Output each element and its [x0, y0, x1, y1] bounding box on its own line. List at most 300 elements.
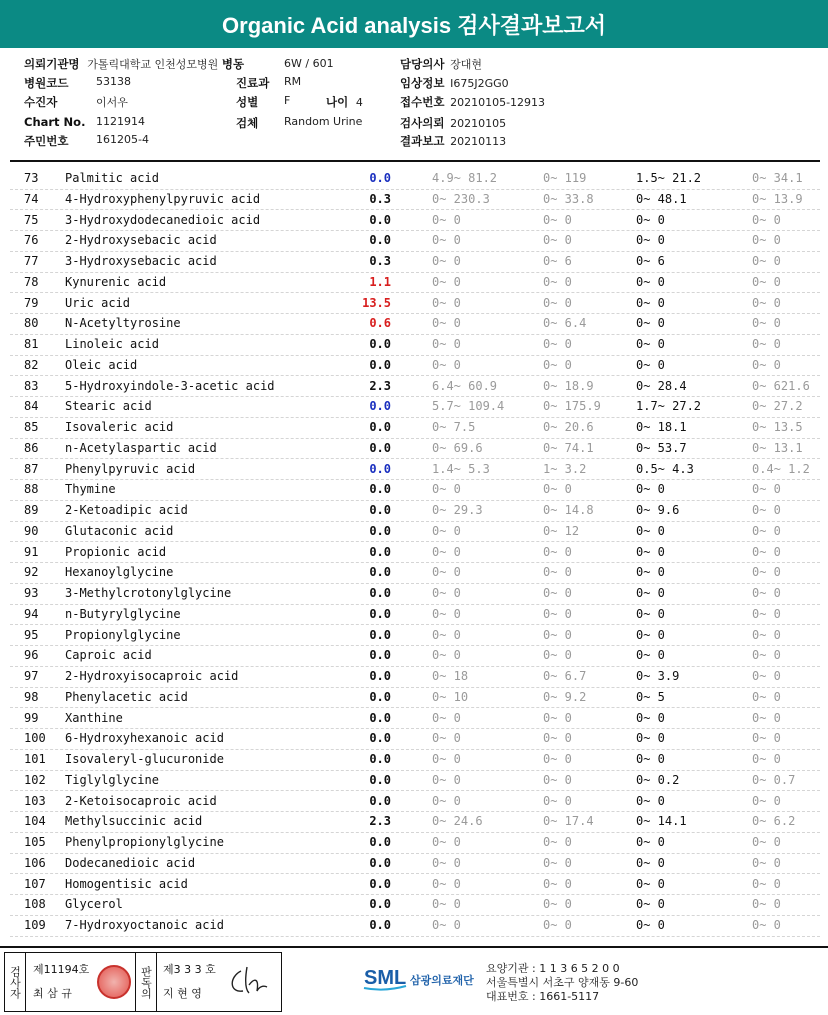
- reference-range-1: 0~ 0: [432, 835, 461, 849]
- reference-range-4: 0~ 0: [752, 648, 781, 663]
- table-row: [10, 728, 820, 750]
- reference-range-1: 0~ 0: [432, 752, 461, 766]
- reference-range-1: 0~ 0: [432, 606, 461, 621]
- reference-range-2: 0~ 0: [543, 544, 572, 559]
- analyte-name: 5-Hydroxyindole-3-acetic acid: [65, 378, 275, 393]
- table-row: [10, 272, 820, 294]
- reviewer-label: [135, 953, 157, 1011]
- reference-range-3: 0~ 9.6: [636, 503, 680, 517]
- analyte-name: Propionic acid: [65, 544, 167, 559]
- row-number: 103: [24, 793, 46, 808]
- reference-range-3: 0~ 28.4: [636, 378, 687, 393]
- reference-range-2: 0~ 0: [543, 482, 572, 497]
- analyte-name: 3-Hydroxysebacic acid: [65, 254, 217, 268]
- row-number: 105: [24, 835, 46, 849]
- result-value: 0.0: [369, 586, 391, 600]
- reference-range-4: 0~ 0: [752, 669, 781, 683]
- row-number: 95: [24, 627, 39, 642]
- reference-range-1: 0~ 0: [432, 648, 461, 663]
- reference-range-3: 0~ 0: [636, 793, 665, 808]
- reviewer-license: 제3 3 3 호: [163, 963, 216, 976]
- specimen-value: Random Urine: [284, 115, 363, 128]
- result-value: 0.0: [369, 544, 391, 559]
- reference-range-2: 1~ 3.2: [543, 461, 587, 476]
- sex-field: [236, 94, 291, 110]
- org-address: 서울특별시 서초구 양재동 9-60: [486, 976, 639, 989]
- row-number: 77: [24, 254, 39, 268]
- reference-range-1: 0~ 7.5: [432, 420, 476, 434]
- tester-license: 제11194호: [33, 963, 90, 976]
- reference-range-1: 0~ 29.3: [432, 503, 483, 517]
- sex-value: F: [284, 94, 291, 107]
- reference-range-4: 0~ 0: [752, 212, 781, 227]
- org-phone: 대표번호 : 1661-5117: [486, 990, 600, 1003]
- reference-range-1: 0~ 0: [432, 482, 461, 497]
- reference-range-2: 0~ 0: [543, 731, 572, 746]
- table-row: [10, 521, 820, 543]
- analyte-name: Linoleic acid: [65, 337, 159, 351]
- resident-no-label: 주민번호: [24, 134, 69, 148]
- result-value: 0.0: [369, 503, 391, 517]
- hospital-code-field: [24, 75, 131, 91]
- reference-range-4: 0~ 0: [752, 544, 781, 559]
- reference-range-1: 0~ 0: [432, 772, 461, 787]
- result-value: 0.0: [369, 233, 391, 248]
- reference-range-3: 0~ 53.7: [636, 440, 687, 455]
- row-number: 74: [24, 191, 39, 206]
- reference-range-2: 0~ 0: [543, 876, 572, 891]
- analyte-name: Glycerol: [65, 897, 123, 912]
- reference-range-4: 0~ 6.2: [752, 814, 796, 829]
- reference-range-2: 0~ 119: [543, 171, 587, 185]
- reference-range-3: 0~ 18.1: [636, 420, 687, 434]
- report-date-value: 20210113: [450, 135, 507, 148]
- reference-range-1: 0~ 24.6: [432, 814, 483, 829]
- reference-range-1: 4.9~ 81.2: [432, 171, 498, 185]
- reference-range-2: 0~ 175.9: [543, 399, 601, 414]
- reference-range-4: 0~ 0: [752, 503, 781, 517]
- analyte-name: Oleic acid: [65, 357, 138, 372]
- reference-range-1: 0~ 0: [432, 357, 461, 372]
- reference-range-4: 0~ 0: [752, 254, 781, 268]
- reference-range-2: 0~ 0: [543, 855, 572, 870]
- table-row: [10, 542, 820, 564]
- reference-range-3: 0~ 0: [636, 274, 665, 289]
- result-value: 0.0: [369, 627, 391, 642]
- reference-range-1: 0~ 0: [432, 316, 461, 331]
- reference-range-1: 0~ 230.3: [432, 191, 490, 206]
- department-value: RM: [284, 75, 302, 88]
- result-value: 0.0: [369, 835, 391, 849]
- institution-field: [24, 56, 244, 72]
- result-value: 0.3: [369, 254, 391, 268]
- patient-label: 수진자: [24, 95, 58, 109]
- resident-no-field: [24, 133, 149, 149]
- analyte-name: Caproic acid: [65, 648, 152, 663]
- hospital-code-label: 병원코드: [24, 76, 69, 90]
- table-row: [10, 666, 820, 688]
- row-number: 89: [24, 503, 39, 517]
- table-row: [10, 625, 820, 647]
- reference-range-4: 0~ 0: [752, 752, 781, 766]
- table-row: [10, 708, 820, 730]
- result-value: 0.0: [369, 212, 391, 227]
- reference-range-1: 0~ 0: [432, 274, 461, 289]
- analyte-name: 6-Hydroxyhexanoic acid: [65, 731, 224, 746]
- reference-range-3: 0~ 0: [636, 835, 665, 849]
- reference-range-2: 0~ 0: [543, 337, 572, 351]
- analyte-name: n-Butyrylglycine: [65, 606, 181, 621]
- reference-range-1: 0~ 0: [432, 731, 461, 746]
- reference-range-2: 0~ 74.1: [543, 440, 594, 455]
- table-row: [10, 438, 820, 460]
- result-value: 0.0: [369, 752, 391, 766]
- doctor-value: 장대현: [450, 58, 482, 71]
- table-row: [10, 293, 820, 315]
- reference-range-4: 0~ 0: [752, 482, 781, 497]
- analyte-name: 2-Ketoisocaproic acid: [65, 793, 217, 808]
- row-number: 73: [24, 171, 39, 185]
- age-field: [326, 94, 363, 110]
- result-value: 0.0: [369, 710, 391, 725]
- result-value: 0.0: [369, 918, 391, 932]
- signature-icon: [225, 963, 271, 999]
- tester-label: [5, 953, 26, 1011]
- reference-range-4: 0~ 0: [752, 689, 781, 704]
- reference-range-3: 0~ 0: [636, 482, 665, 497]
- reference-range-4: 0~ 13.9: [752, 191, 803, 206]
- reference-range-4: 0~ 0: [752, 897, 781, 912]
- tester-seal-icon: [97, 965, 131, 999]
- result-value: 0.0: [369, 731, 391, 746]
- analyte-name: Tiglylglycine: [65, 772, 159, 787]
- reference-range-3: 0~ 0: [636, 544, 665, 559]
- reference-range-2: 0~ 0: [543, 357, 572, 372]
- report-title: Organic Acid analysis 검사결과보고서: [0, 0, 828, 48]
- chart-no-value: 1121914: [96, 115, 145, 128]
- resident-no-value: 161205-4: [96, 133, 149, 146]
- ward-label: 병동: [221, 57, 245, 71]
- tester-label-text: 검사자: [8, 965, 22, 999]
- analyte-name: Hexanoylglycine: [65, 565, 174, 580]
- reference-range-4: 0~ 0: [752, 565, 781, 580]
- reference-range-4: 0~ 0: [752, 337, 781, 351]
- patient-field: [24, 94, 128, 110]
- org-name: 삼광의료재단: [410, 974, 474, 987]
- report-footer: [0, 946, 828, 1015]
- reference-range-3: 0~ 0: [636, 316, 665, 331]
- table-row: [10, 770, 820, 792]
- table-row: [10, 894, 820, 916]
- logo-text: SML: [364, 967, 407, 989]
- request-date-value: 20210105: [450, 117, 507, 130]
- table-row: [10, 189, 820, 211]
- reference-range-1: 0~ 0: [432, 627, 461, 642]
- reference-range-2: 0~ 14.8: [543, 503, 594, 517]
- reference-range-4: 0~ 0: [752, 627, 781, 642]
- reference-range-3: 0~ 0: [636, 876, 665, 891]
- analyte-name: 7-Hydroxyoctanoic acid: [65, 918, 224, 932]
- reference-range-3: 0~ 0: [636, 337, 665, 351]
- reference-range-4: 0~ 0: [752, 855, 781, 870]
- reference-range-2: 0~ 0: [543, 627, 572, 642]
- reference-range-1: 6.4~ 60.9: [432, 378, 498, 393]
- row-number: 98: [24, 689, 39, 704]
- row-number: 109: [24, 918, 46, 932]
- reference-range-3: 0~ 0: [636, 565, 665, 580]
- analyte-name: 2-Hydroxyisocaproic acid: [65, 669, 239, 683]
- result-value: 0.0: [369, 565, 391, 580]
- result-value: 0.0: [369, 461, 391, 476]
- result-value: 0.0: [369, 399, 391, 414]
- analyte-name: N-Acetyltyrosine: [65, 316, 181, 331]
- reference-range-2: 0~ 0: [543, 565, 572, 580]
- result-value: 1.1: [369, 274, 391, 289]
- table-row: [10, 687, 820, 709]
- chart-no-field: [24, 115, 145, 129]
- table-row: [10, 583, 820, 605]
- analyte-name: Xanthine: [65, 710, 123, 725]
- result-value: 2.3: [369, 378, 391, 393]
- clinical-info-field: [400, 75, 509, 91]
- table-row: [10, 853, 820, 875]
- analyte-name: Stearic acid: [65, 399, 152, 414]
- reference-range-4: 0~ 621.6: [752, 378, 810, 393]
- reference-range-3: 0~ 0: [636, 212, 665, 227]
- reference-range-3: 0~ 3.9: [636, 669, 680, 683]
- result-value: 0.0: [369, 855, 391, 870]
- row-number: 87: [24, 461, 39, 476]
- reference-range-2: 0~ 0: [543, 752, 572, 766]
- reference-range-3: 0~ 0: [636, 523, 665, 538]
- row-number: 101: [24, 752, 46, 766]
- reference-range-4: 0.4~ 1.2: [752, 461, 810, 476]
- reference-range-1: 0~ 0: [432, 897, 461, 912]
- row-number: 100: [24, 731, 46, 746]
- reference-range-4: 0~ 0: [752, 876, 781, 891]
- reference-range-2: 0~ 17.4: [543, 814, 594, 829]
- row-number: 93: [24, 586, 39, 600]
- reference-range-4: 0~ 0: [752, 316, 781, 331]
- reference-range-3: 0~ 0: [636, 233, 665, 248]
- table-row: [10, 313, 820, 335]
- result-value: 0.0: [369, 648, 391, 663]
- analyte-name: 3-Methylcrotonylglycine: [65, 586, 232, 600]
- result-value: 0.0: [369, 420, 391, 434]
- reference-range-3: 0~ 0: [636, 897, 665, 912]
- analyte-name: Phenylacetic acid: [65, 689, 188, 704]
- analyte-name: Propionylglycine: [65, 627, 181, 642]
- reference-range-3: 0~ 0.2: [636, 772, 680, 787]
- doctor-field: [400, 56, 482, 72]
- result-value: 0.0: [369, 337, 391, 351]
- result-value: 0.0: [369, 669, 391, 683]
- reference-range-1: 0~ 0: [432, 523, 461, 538]
- reference-range-1: 0~ 0: [432, 544, 461, 559]
- reference-range-3: 0~ 0: [636, 648, 665, 663]
- specimen-label: 검체: [236, 116, 259, 130]
- reference-range-1: 0~ 69.6: [432, 440, 483, 455]
- row-number: 104: [24, 814, 46, 829]
- row-number: 96: [24, 648, 39, 663]
- row-number: 97: [24, 669, 39, 683]
- request-date-field: [400, 115, 506, 131]
- reference-range-2: 0~ 0: [543, 710, 572, 725]
- result-value: 0.0: [369, 897, 391, 912]
- result-value: 0.0: [369, 689, 391, 704]
- reviewer-name: 지 현 영: [163, 987, 202, 1000]
- row-number: 75: [24, 212, 39, 227]
- table-row: [10, 832, 820, 854]
- reference-range-3: 0~ 14.1: [636, 814, 687, 829]
- table-row: [10, 500, 820, 522]
- analyte-name: Homogentisic acid: [65, 876, 188, 891]
- result-value: 0.0: [369, 482, 391, 497]
- ward-value: 6W / 601: [284, 57, 334, 70]
- report-date-label: 결과보고: [400, 134, 445, 148]
- sml-logo-icon: [362, 962, 408, 992]
- analyte-name: Thymine: [65, 482, 116, 497]
- reference-range-4: 0~ 0: [752, 295, 781, 310]
- reference-range-2: 0~ 0: [543, 835, 572, 849]
- tester-name: 최 삼 규: [33, 987, 72, 1000]
- patient-value: 이서우: [96, 96, 128, 109]
- reference-range-2: 0~ 12: [543, 523, 580, 538]
- reference-range-1: 0~ 0: [432, 212, 461, 227]
- table-row: [10, 210, 820, 232]
- table-row: [10, 874, 820, 896]
- department-field: [236, 75, 302, 91]
- analyte-name: n-Acetylaspartic acid: [65, 440, 217, 455]
- reference-range-2: 0~ 33.8: [543, 191, 594, 206]
- row-number: 91: [24, 544, 39, 559]
- reference-range-1: 0~ 0: [432, 233, 461, 248]
- row-number: 84: [24, 399, 39, 414]
- institution-label: 의뢰기관명: [24, 57, 80, 71]
- result-value: 0.0: [369, 606, 391, 621]
- reference-range-3: 0~ 0: [636, 731, 665, 746]
- reference-range-1: 1.4~ 5.3: [432, 461, 490, 476]
- reference-range-4: 0~ 0: [752, 586, 781, 600]
- reference-range-3: 0~ 0: [636, 586, 665, 600]
- reference-range-2: 0~ 0: [543, 897, 572, 912]
- table-row: [10, 459, 820, 481]
- analyte-name: 3-Hydroxydodecanedioic acid: [65, 212, 261, 227]
- reference-range-1: 0~ 0: [432, 793, 461, 808]
- result-value: 0.0: [369, 357, 391, 372]
- row-number: 88: [24, 482, 39, 497]
- reference-range-3: 1.5~ 21.2: [636, 171, 702, 185]
- row-number: 76: [24, 233, 39, 248]
- row-number: 79: [24, 295, 39, 310]
- table-row: [10, 230, 820, 252]
- reference-range-3: 0.5~ 4.3: [636, 461, 694, 476]
- reference-range-4: 0~ 0: [752, 918, 781, 932]
- patient-info: [0, 48, 828, 164]
- row-number: 94: [24, 606, 39, 621]
- row-number: 82: [24, 357, 39, 372]
- reference-range-4: 0~ 0: [752, 357, 781, 372]
- reference-range-4: 0~ 0: [752, 274, 781, 289]
- table-row: [10, 791, 820, 813]
- reference-range-1: 0~ 0: [432, 586, 461, 600]
- clinical-info-label: 임상정보: [400, 76, 445, 90]
- reference-range-4: 0~ 13.1: [752, 440, 803, 455]
- row-number: 90: [24, 523, 39, 538]
- result-value: 0.0: [369, 772, 391, 787]
- result-value: 13.5: [362, 295, 391, 310]
- reference-range-4: 0~ 0: [752, 793, 781, 808]
- reference-range-1: 0~ 0: [432, 876, 461, 891]
- table-row: [10, 645, 820, 667]
- table-row: [10, 417, 820, 439]
- row-number: 78: [24, 274, 39, 289]
- reference-range-2: 0~ 0: [543, 586, 572, 600]
- row-number: 85: [24, 420, 39, 434]
- reference-range-1: 0~ 0: [432, 295, 461, 310]
- reference-range-1: 0~ 0: [432, 855, 461, 870]
- chart-no-label: Chart No.: [24, 115, 86, 129]
- table-row: [10, 749, 820, 771]
- department-label: 진료과: [236, 76, 270, 90]
- table-row: [10, 334, 820, 356]
- analyte-name: Dodecanedioic acid: [65, 855, 196, 870]
- ward-field: [284, 56, 334, 70]
- analyte-name: 4-Hydroxyphenylpyruvic acid: [65, 191, 261, 206]
- table-row: [10, 604, 820, 626]
- reference-range-1: 0~ 0: [432, 710, 461, 725]
- reference-range-3: 0~ 0: [636, 606, 665, 621]
- reference-range-4: 0~ 0.7: [752, 772, 796, 787]
- row-number: 102: [24, 772, 46, 787]
- analyte-name: Kynurenic acid: [65, 274, 167, 289]
- reference-range-1: 0~ 18: [432, 669, 469, 683]
- analyte-name: Phenylpyruvic acid: [65, 461, 196, 476]
- care-institution-no: 요양기관 : 1 1 3 6 5 2 0 0: [486, 962, 620, 975]
- result-value: 2.3: [369, 814, 391, 829]
- result-value: 0.6: [369, 316, 391, 331]
- table-row: [10, 562, 820, 584]
- analyte-name: Glutaconic acid: [65, 523, 174, 538]
- reference-range-4: 0~ 0: [752, 731, 781, 746]
- reference-range-2: 0~ 18.9: [543, 378, 594, 393]
- signature-box: [4, 952, 282, 1012]
- reference-range-3: 0~ 0: [636, 918, 665, 932]
- clinical-info-value: I675J2GG0: [450, 77, 509, 90]
- analyte-name: Palmitic acid: [65, 171, 159, 185]
- table-row: [10, 376, 820, 398]
- row-number: 106: [24, 855, 46, 870]
- reference-range-4: 0~ 27.2: [752, 399, 803, 414]
- reviewer-label-text: 판독의: [139, 965, 153, 999]
- row-number: 83: [24, 378, 39, 393]
- analyte-name: Uric acid: [65, 295, 131, 310]
- result-value: 0.0: [369, 876, 391, 891]
- analyte-name: Isovaleryl-glucuronide: [65, 752, 224, 766]
- reference-range-1: 0~ 0: [432, 337, 461, 351]
- reference-range-2: 0~ 0: [543, 274, 572, 289]
- reference-range-2: 0~ 9.2: [543, 689, 587, 704]
- row-number: 108: [24, 897, 46, 912]
- reference-range-1: 0~ 0: [432, 565, 461, 580]
- reference-range-2: 0~ 6.4: [543, 316, 587, 331]
- table-row: [10, 915, 820, 937]
- reference-range-1: 0~ 0: [432, 918, 461, 932]
- footer-divider: [0, 946, 828, 948]
- reference-range-3: 0~ 0: [636, 357, 665, 372]
- report-date-field: [400, 133, 506, 149]
- result-value: 0.0: [369, 523, 391, 538]
